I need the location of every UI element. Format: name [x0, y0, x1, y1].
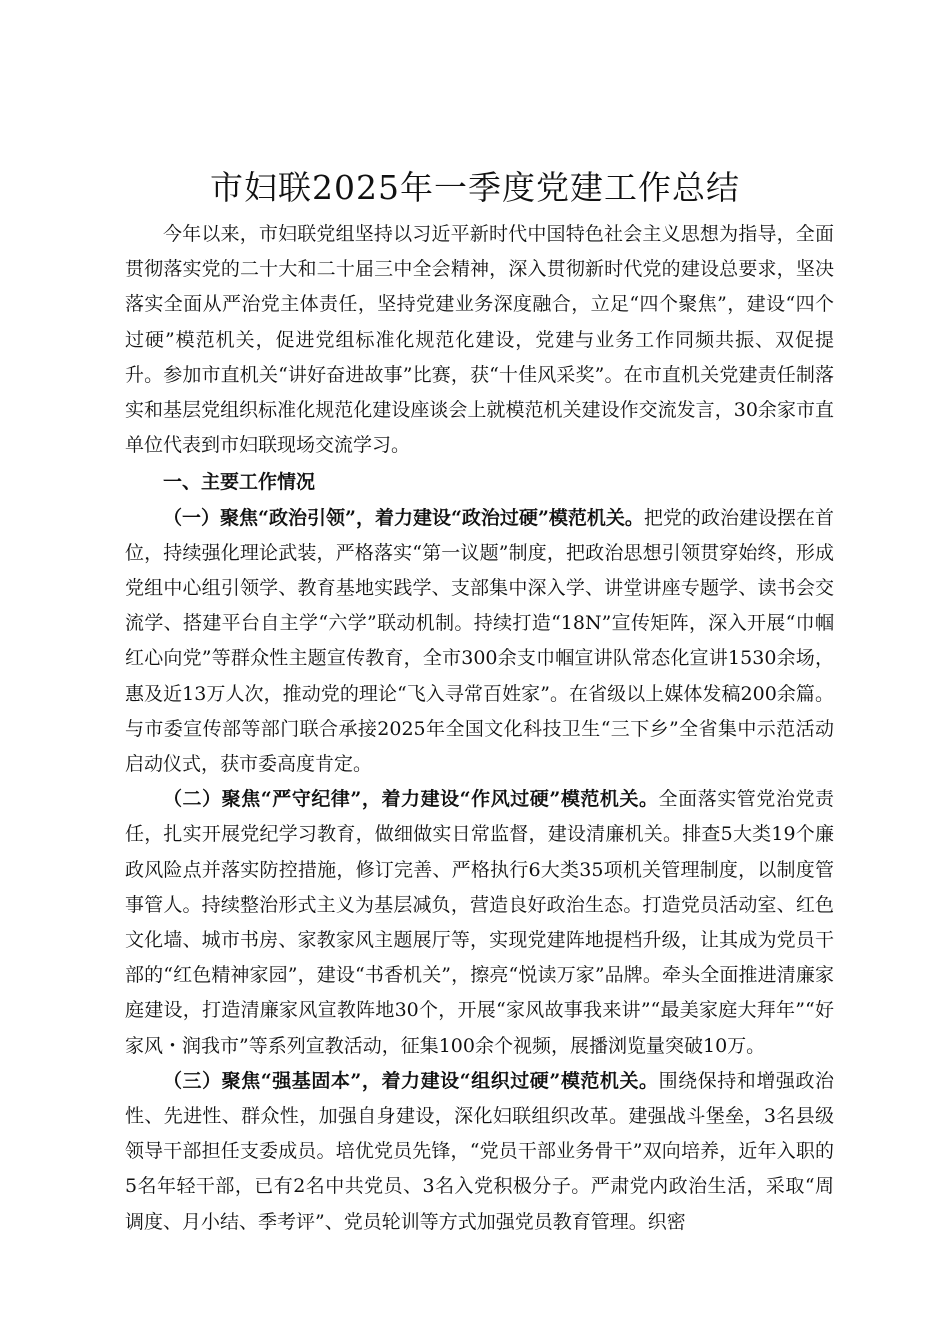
item-paragraph-discipline [125, 782, 834, 1064]
item-text-organization: 围绕保持和增强政治性、先进性、群众性，加强自身建设，深化妇联组织改革。建强战斗堡垒，3名县级领导干部担任支委成员。培优党员先锋，“党员干部业务骨干”双向培养，近年入职的5名年轻干部，已有2名中共党员、3名入党积极分子。严肃党内政治生活，采取“周调度、月小结、季考评”、党员轮训等方式加强党员教育管理。织密 [125, 1069, 834, 1233]
item-paragraph-organization [125, 1064, 834, 1240]
item-paragraph-political [125, 501, 834, 783]
section-heading-main-work: 一、主要工作情况 [163, 471, 316, 494]
intro-paragraph: 今年以来，市妇联党组坚持以习近平新时代中国特色社会主义思想为指导，全面贯彻落实党的二十大和二十届三中全会精神，深入贯彻新时代党的建设总要求，坚决落实全面从严治党主体责任，坚持党建业务深度融合，立足“四个聚焦”，建设“四个过硬”模范机关，促进党组标准化规范化建设，党建与业务工作同频共振、双促提升。参加市直机关“讲好奋进故事”比赛，获“十佳风采奖”。在市直机关党建责任制落实和基层党组织标准化规范化建设座谈会上就模范机关建设作交流发言，30余家市直单位代表到市妇联现场交流学习。 [125, 223, 834, 457]
item-text-discipline: 全面落实管党治党责任，扎实开展党纪学习教育，做细做实日常监督，建设清廉机关。排查5大类19个廉政风险点并落实防控措施，修订完善、严格执行6大类35项机关管理制度，以制度管事管人。持续整治形式主义为基层减负，营造良好政治生态。打造党员活动室、红色文化墙、城市书房、家教家风主题展厅等，实现党建阵地提档升级，让其成为党员干部的“红色精神家园”，建设“书香机关”，擦亮“悦读万家”品牌。牵头全面推进清廉家庭建设，打造清廉家风宣教阵地30个，开展“家风故事我来讲”“最美家庭大拜年”“好家风・润我市”等系列宣教活动，征集100余个视频，展播浏览量突破10万。 [125, 788, 834, 1057]
document-body [125, 217, 834, 1240]
item-text-political: 把党的政治建设摆在首位，持续强化理论武装，严格落实“第一议题”制度，把政治思想引领贯穿始终，形成党组中心组引领学、教育基地实践学、支部集中深入学、讲堂讲座专题学、读书会交流学、搭建平台自主学“六学”联动机制。持续打造“18N”宣传矩阵，深入开展“巾帼红心向党”等群众性主题宣传教育，全市300余支巾帼宣讲队常态化宣讲1530余场，惠及近13万人次，推动党的理论“飞入寻常百姓家”。在省级以上媒体发稿200余篇。与市委宣传部等部门联合承接2025年全国文化科技卫生“三下乡”全省集中示范活动启动仪式，获市委高度肯定。 [125, 506, 834, 776]
item-lead-discipline: （二）聚焦“严守纪律”，着力建设“作风过硬”模范机关。 [163, 788, 659, 811]
document-title: 市妇联2025年一季度党建工作总结 [210, 168, 740, 207]
item-lead-political: （一）聚焦“政治引领”，着力建设“政治过硬”模范机关。 [163, 506, 644, 529]
item-lead-organization: （三）聚焦“强基固本”，着力建设“组织过硬”模范机关。 [163, 1069, 659, 1092]
